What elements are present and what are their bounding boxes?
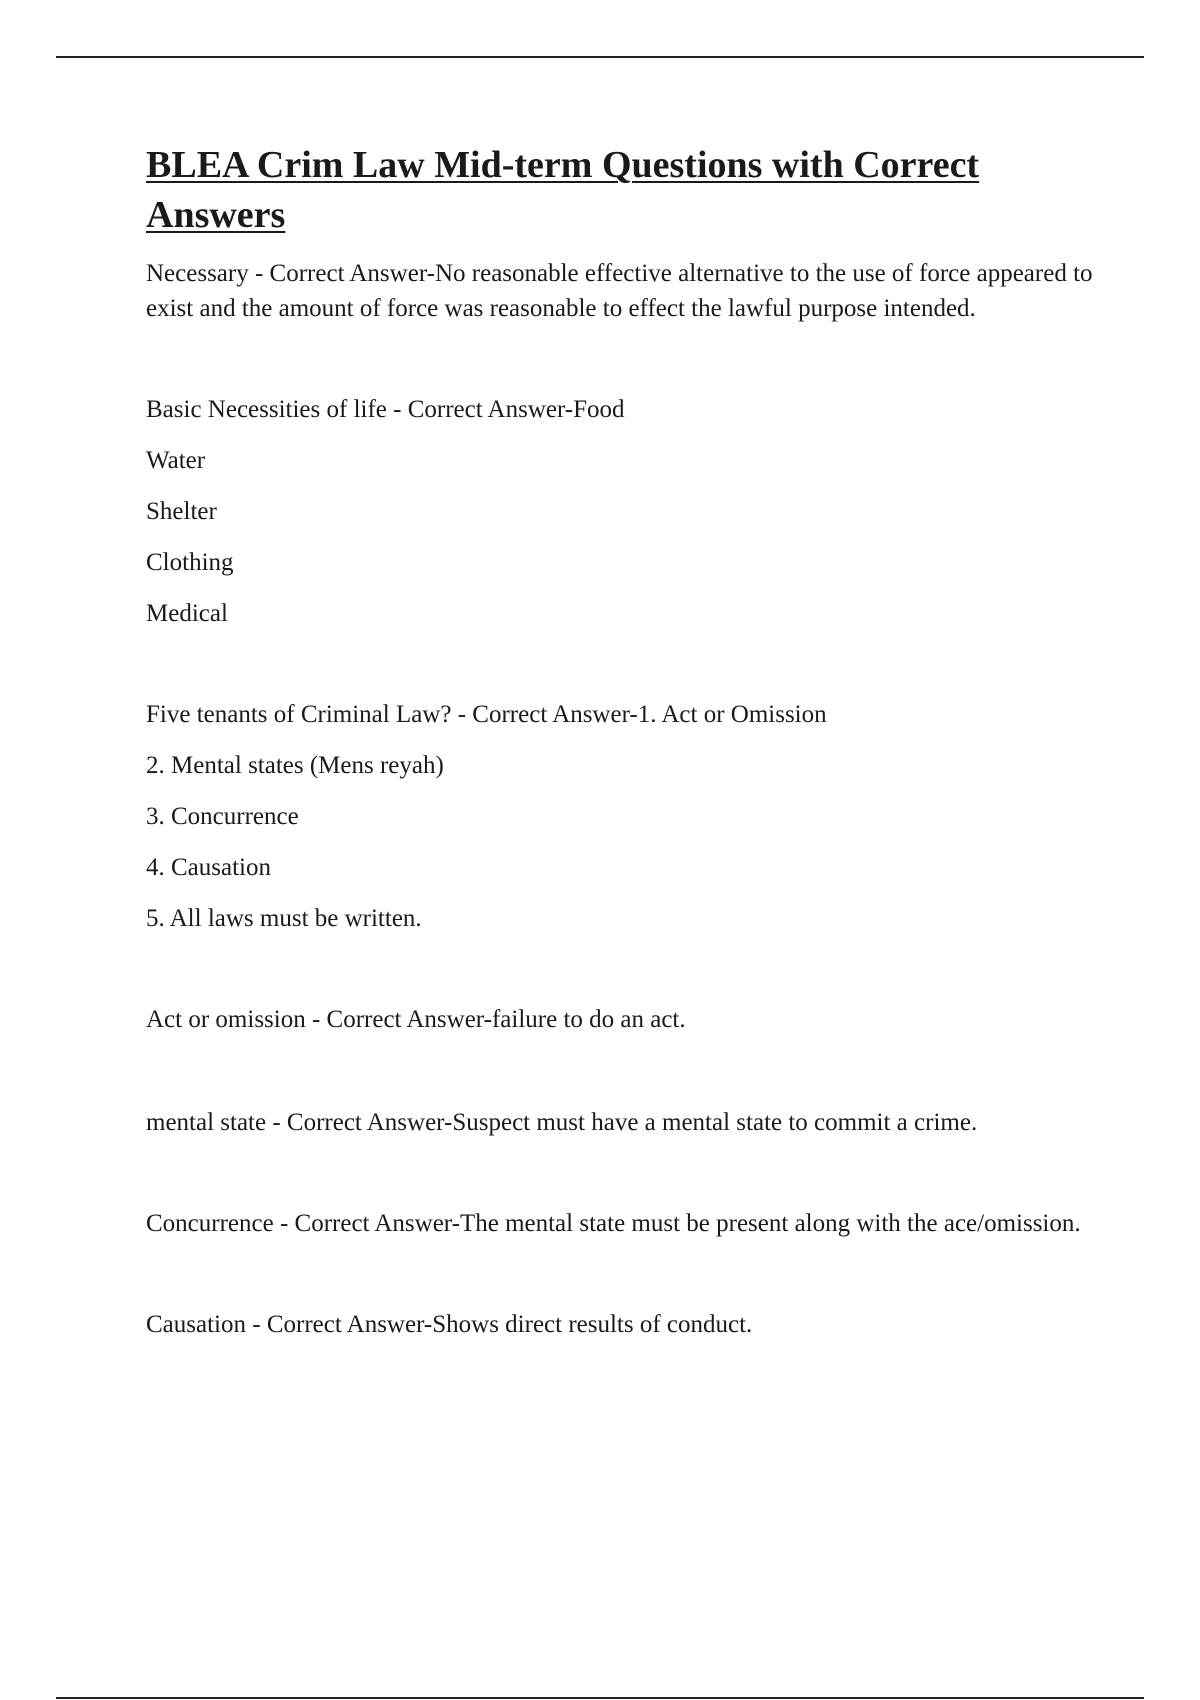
entry-line: 4. Causation — [146, 854, 271, 881]
entry-line: Medical — [146, 600, 228, 627]
entry-line: Shelter — [146, 498, 217, 525]
entry-text: Necessary - Correct Answer-No reasonable effective alternative to the use of force appeared to exist and the amount of force was reasonable to effect the lawful purpose intended. — [146, 260, 1093, 322]
entry-text: Act or omission - Correct Answer-failure to do an act. — [146, 1006, 686, 1033]
entry-causation — [146, 1307, 1096, 1342]
entry-text: Five tenants of Criminal Law? - Correct Answer-1. Act or Omission — [146, 701, 827, 728]
entry-text: Causation - Correct Answer-Shows direct results of conduct. — [146, 1311, 753, 1338]
entry-line: 3. Concurrence — [146, 803, 299, 830]
entry-concurrence — [146, 1206, 1096, 1241]
entry-text: mental state - Correct Answer-Suspect must have a mental state to commit a crime. — [146, 1109, 978, 1136]
bottom-rule — [56, 1697, 1144, 1699]
entry-line: Clothing — [146, 549, 234, 576]
entry-act-or-omission — [146, 1002, 1096, 1037]
entry-line: 2. Mental states (Mens reyah) — [146, 752, 444, 779]
entry-five-tenants — [146, 697, 1096, 936]
entry-line: 5. All laws must be written. — [146, 905, 422, 932]
entry-text: Concurrence - Correct Answer-The mental state must be present along with the ace/omission. — [146, 1210, 1081, 1237]
entry-basic-necessities — [146, 392, 1096, 631]
document-title: BLEA Crim Law Mid-term Questions with Correct Answers — [146, 144, 980, 236]
entry-text: Basic Necessities of life - Correct Answer-Food — [146, 396, 625, 423]
entry-mental-state — [146, 1105, 1096, 1140]
document-body — [146, 140, 1096, 1342]
entry-line: Water — [146, 447, 206, 474]
entry-necessary — [146, 256, 1096, 326]
top-rule — [56, 56, 1144, 58]
